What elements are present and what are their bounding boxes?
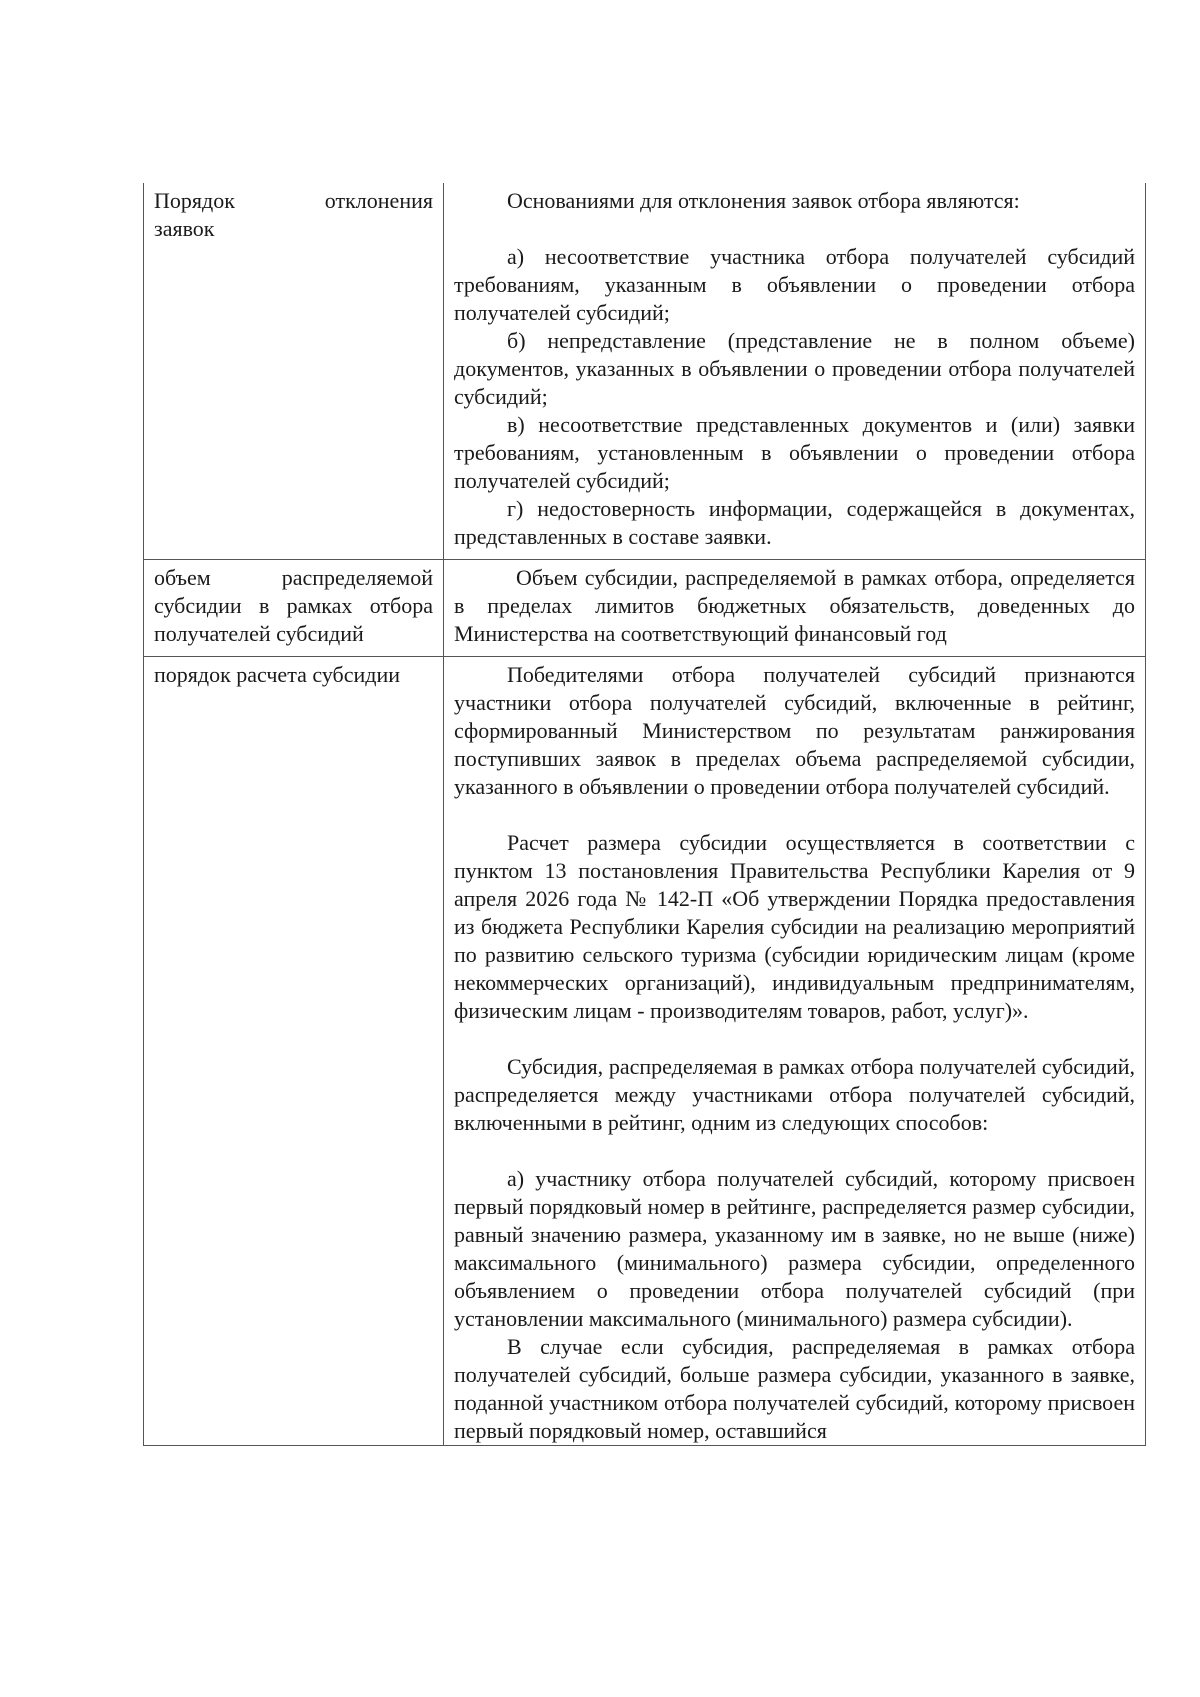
calculation-paragraph: Субсидия, распределяемая в рамках отбора получателей субсидий, распределяется между участниками отбора получателей субсидий, включенными в рейтинг, одним из следующих способов: [454, 1054, 1135, 1135]
row-content-calculation [444, 657, 1146, 1446]
conditions-table [143, 183, 1146, 1446]
row-label-rejection [144, 183, 444, 560]
row-content-volume [444, 560, 1146, 657]
row-label-line: Порядок отклонения [154, 188, 433, 213]
rejection-item-d: г) недостоверность информации, содержащейся в документах, представленных в составе заявки. [454, 496, 1135, 549]
rejection-item-b: б) непредставление (представление не в полном объеме) документов, указанных в объявлении о проведении отбора получателей субсидий; [454, 328, 1135, 409]
volume-text: Объем субсидии, распределяемой в рамках отбора, определяется в пределах лимитов бюджетных обязательств, доведенных до Министерства на соответствующий финансовый год [454, 565, 1135, 646]
rejection-item-a: а) несоответствие участника отбора получателей субсидий требованиям, указанным в объявлении о проведении отбора получателей субсидий; [454, 244, 1135, 325]
calculation-paragraph: Расчет размера субсидии осуществляется в соответствии с пунктом 13 постановления Правительства Республики Карелия от 9 апреля 2026 года № 142-П «Об утверждении Порядка предоставления из бюджета Республики Карелия субсидии на реализацию мероприятий по развитию сельского туризма (субсидии юридическим лицам (кроме некоммерческих организаций), индивидуальным предпринимателям, физическим лицам - производителям товаров, работ, услуг)». [454, 830, 1135, 1023]
table-row-volume [144, 560, 1146, 657]
row-content-rejection [444, 183, 1146, 560]
rejection-intro: Основаниями для отклонения заявок отбора являются: [507, 188, 1020, 213]
calculation-paragraph: Победителями отбора получателей субсидий признаются участники отбора получателей субсидий, включенные в рейтинг, сформированный Министерством по результатам ранжирования поступивших заявок в пределах объема распределяемой субсидии, указанного в объявлении о проведении отбора получателей субсидий. [454, 662, 1135, 799]
calculation-paragraph: В случае если субсидия, распределяемая в рамках отбора получателей субсидий, больше размера субсидии, указанного в заявке, поданной участником отбора получателей субсидий, которому присвоен первый порядковый номер, оставшийся [454, 1334, 1135, 1443]
row-label-volume: объем распределяемой субсидии в рамках отбора получателей субсидий [144, 560, 444, 657]
row-label-line: заявок [154, 216, 215, 241]
calculation-paragraph: а) участнику отбора получателей субсидий, которому присвоен первый порядковый номер в рейтинге, распределяется размер субсидии, равный значению размера, указанному им в заявке, но не выше (ниже) максимального (минимального) размера субсидии, определенного объявлением о проведении отбора получателей субсидий (при установлении максимального (минимального) размера субсидии). [454, 1166, 1135, 1331]
table-row-rejection [144, 183, 1146, 560]
rejection-item-c: в) несоответствие представленных документов и (или) заявки требованиям, установленным в объявлении о проведении отбора получателей субсидий; [454, 412, 1135, 493]
row-label-calculation: порядок расчета субсидии [144, 657, 444, 1446]
table-row-calculation [144, 657, 1146, 1446]
